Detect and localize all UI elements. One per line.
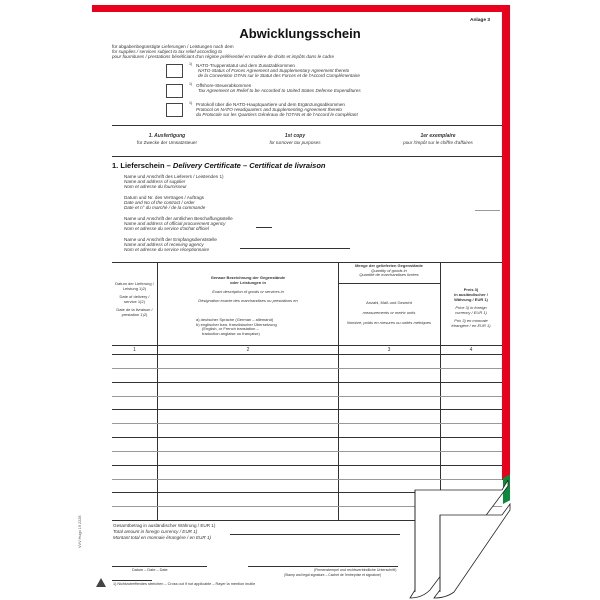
table-row[interactable]: [112, 368, 502, 369]
col4-line: Prix 3) en monnaie: [454, 318, 488, 323]
header-bottom-border: [112, 345, 502, 346]
col1-header: [112, 281, 157, 317]
col2-list-item: (English, or French translation –: [202, 326, 259, 332]
option-offshore-de: Offshore-Steuerabkommen: [196, 83, 252, 88]
section-title: [112, 161, 326, 170]
col4-line: in ausländischer /: [454, 292, 488, 297]
section-title-de: Lieferschein: [120, 161, 165, 170]
field-supplier-fr: Nom et adresse du fournisseur: [124, 184, 187, 189]
col3-units: [338, 300, 440, 325]
copy-fr-sub: pour l'impôt sur le chiffre d'affaires: [403, 140, 473, 145]
intro-en: for supplies / services subject to tax relief according to: [112, 49, 223, 54]
section-title-fr: Certificat de livraison: [249, 161, 326, 170]
date-label: Datum – Date – Date: [132, 568, 168, 572]
footnote: 1) Nichtzutreffendes streichen – Cross out if not applicable – Rayer la mention inutile: [113, 582, 256, 586]
red-border-right: [502, 5, 510, 480]
option-offshore-en: Tax Agreement on Relief to be Accorded to United States Defense Expenditures: [198, 88, 361, 93]
col2-list-item: b) englischer bzw. französischer Übersetzung: [196, 321, 277, 327]
copy-en-title: 1st copy: [284, 133, 306, 139]
field-line: [256, 227, 272, 228]
field-supplier-en: Name and address of supplier: [124, 179, 186, 184]
table-row[interactable]: [112, 409, 502, 410]
col1-line: service 1)2): [124, 299, 145, 304]
option-marker: 1): [189, 62, 193, 66]
option-marker: 1): [189, 101, 193, 105]
publisher-logo-icon: [96, 578, 106, 587]
option-nato-sofa-de: NATO-Truppenstatut und dem Zusatzabkommen: [196, 63, 295, 68]
col3-line: measurements or metric units: [362, 310, 416, 315]
table-row[interactable]: [112, 437, 502, 438]
col2-heading: Genaue Bezeichnung der Gegenstände: [210, 275, 286, 280]
date-line: [112, 566, 207, 567]
option-checkbox-nato-hq[interactable]: [166, 103, 183, 117]
table-row[interactable]: [112, 396, 502, 397]
field-procurement-de: Name und Anschrift der amtlichen Beschaffungsstelle: [124, 216, 233, 221]
document-title: Abwicklungsschein: [239, 26, 361, 41]
signature-line: [248, 566, 398, 567]
copy-de-title: 1. Ausfertigung: [148, 133, 186, 139]
red-border-top: [92, 5, 510, 12]
field-contract-fr: Date et n° du marché / de la commande: [124, 205, 206, 210]
col3-heading: Menge der gelieferten Gegenstände: [355, 263, 423, 268]
field-procurement-en: Name and address of official procurement agency: [124, 221, 226, 226]
field-line: [240, 248, 350, 249]
col4-line: Währung / EUR 1): [454, 297, 488, 302]
col3-line: Anzahl, Maß und Gewicht: [366, 300, 412, 305]
col1-line: prestation 1)2): [121, 312, 148, 317]
divider: [112, 156, 502, 157]
intro-de: für abgabenbegünstigte Lieferungen / Leistungen nach dem: [112, 44, 234, 49]
total-label-fr: Montant total en monnaie étrangère / en EUR 1): [113, 535, 212, 540]
annex-label: Anlage 3: [470, 18, 490, 23]
col2-header: [158, 275, 338, 303]
col1-number: 1: [133, 347, 136, 353]
number-row-border: [112, 354, 502, 355]
col4-line: Preis 3): [463, 287, 479, 292]
total-label-en: Total amount in foreign currency / EUR 1): [113, 529, 198, 534]
col1-line: Date of delivery /: [119, 294, 150, 299]
field-procurement-fr: Nom et adresse du service d'achat officiel: [124, 226, 209, 231]
col1-line: Leistung 1)2): [122, 286, 147, 291]
table-row[interactable]: [112, 382, 502, 383]
option-checkbox-nato-sofa[interactable]: [166, 64, 183, 78]
field-contract-de: Datum und Nr. des Vertrages / Auftrags: [124, 195, 204, 200]
divider: [112, 125, 502, 126]
col1-line: Date de la livraison /: [116, 307, 153, 312]
col1-line: Datum der Lieferung /: [115, 281, 154, 286]
col2-line: Exact description of goods or services in: [212, 289, 284, 294]
col4-line: currency / EUR 1): [455, 310, 487, 315]
page-curl-third-copy: [434, 504, 510, 598]
col4-number: 4: [469, 347, 473, 353]
option-nato-hq-de: Protokoll über die NATO-Hauptquartiere und dem Ergänzungsabkommen: [196, 102, 345, 107]
form-code: VVV Hugo 19 2228: [78, 515, 82, 548]
option-checkbox-offshore[interactable]: [166, 84, 183, 98]
col3-sub: Quantity of goods in: [371, 267, 407, 273]
col4-header: [440, 287, 502, 328]
copy-en-sub: for turnover tax purposes: [269, 140, 321, 145]
option-nato-sofa-fr: de la Convention OTAN sur le Statut des Forces et de l'Accord Complémentaire: [198, 73, 360, 78]
table-row[interactable]: [112, 451, 502, 452]
col3-sub: Quantité de marchandises livrées: [359, 272, 419, 278]
signature-label-ml: (Stamp and legal signature – Cachet de l'entreprise et signature): [284, 573, 381, 577]
signature-label-de: (Firmenstempel und rechtsverbindliche Unterschrift): [314, 568, 397, 572]
table-row[interactable]: [112, 423, 502, 424]
field-receiving-fr: Nom et adresse du service réceptionnaire: [124, 247, 210, 252]
option-nato-sofa-en: NATO-Status of Forces Agreement and Supplementary Agreement thereto: [198, 68, 350, 73]
section-dash: –: [166, 161, 171, 170]
copy-fr-title: 1er exemplaire: [420, 133, 456, 139]
field-supplier-de: Name und Anschrift des Lieferers / Leistenden 1): [124, 174, 224, 179]
footnote-rule: [112, 580, 152, 581]
field-line: [475, 210, 500, 211]
col3-line: Nombre, poids en mesures ou unités métriques: [346, 320, 432, 325]
copy-pages-curl-icon: [390, 480, 520, 600]
col2-number: 2: [246, 347, 250, 353]
col3-header: [338, 264, 440, 278]
col2-heading: oder Leistungen in: [230, 280, 266, 285]
col2-list-item: a) deutscher Sprache (German – allemand): [196, 317, 274, 322]
section-dash: –: [242, 161, 248, 170]
table-sub-divider: [338, 283, 440, 284]
table-top-border: [112, 262, 502, 263]
col2-line: Désignation exacte des marchandises ou prestations en: [198, 298, 298, 303]
table-row[interactable]: [112, 465, 502, 466]
section-title-en: Delivery Certificate: [172, 161, 241, 170]
section-number: 1.: [112, 161, 119, 170]
total-line: [230, 534, 400, 535]
copy-de-sub: für Zwecke der Umsatzsteuer: [137, 140, 197, 145]
option-marker: 1): [189, 82, 193, 86]
total-label-de: Gesamtbetrag in ausländischer Währung / EUR 1): [113, 523, 216, 528]
col2-list-item: traduction anglaise ou française): [202, 330, 260, 336]
option-nato-hq-fr: du Protocole sur les Quartiers Généraux de l'OTAN et de l'Accord le complétant: [196, 112, 358, 117]
field-contract-en: Date and No of the contract / order: [124, 200, 195, 205]
field-receiving-en: Name and address of receiving agency: [124, 242, 204, 247]
col4-line: Price 3) in foreign: [455, 305, 487, 310]
intro-fr: pour fournitures / prestations bénéficiant d'un régime préférentiel en matière de droits et impôts dans le cadre: [112, 54, 335, 59]
field-receiving-de: Name und Anschrift der Empfangsdienststelle: [124, 237, 217, 242]
col4-line: étrangère / en EUR 1): [451, 323, 491, 328]
col3-number: 3: [387, 347, 391, 353]
col2-language-list: [196, 318, 277, 336]
option-nato-hq-en: Protocol on NATO Headquarters and Supplementing Agreement thereto: [196, 107, 342, 112]
